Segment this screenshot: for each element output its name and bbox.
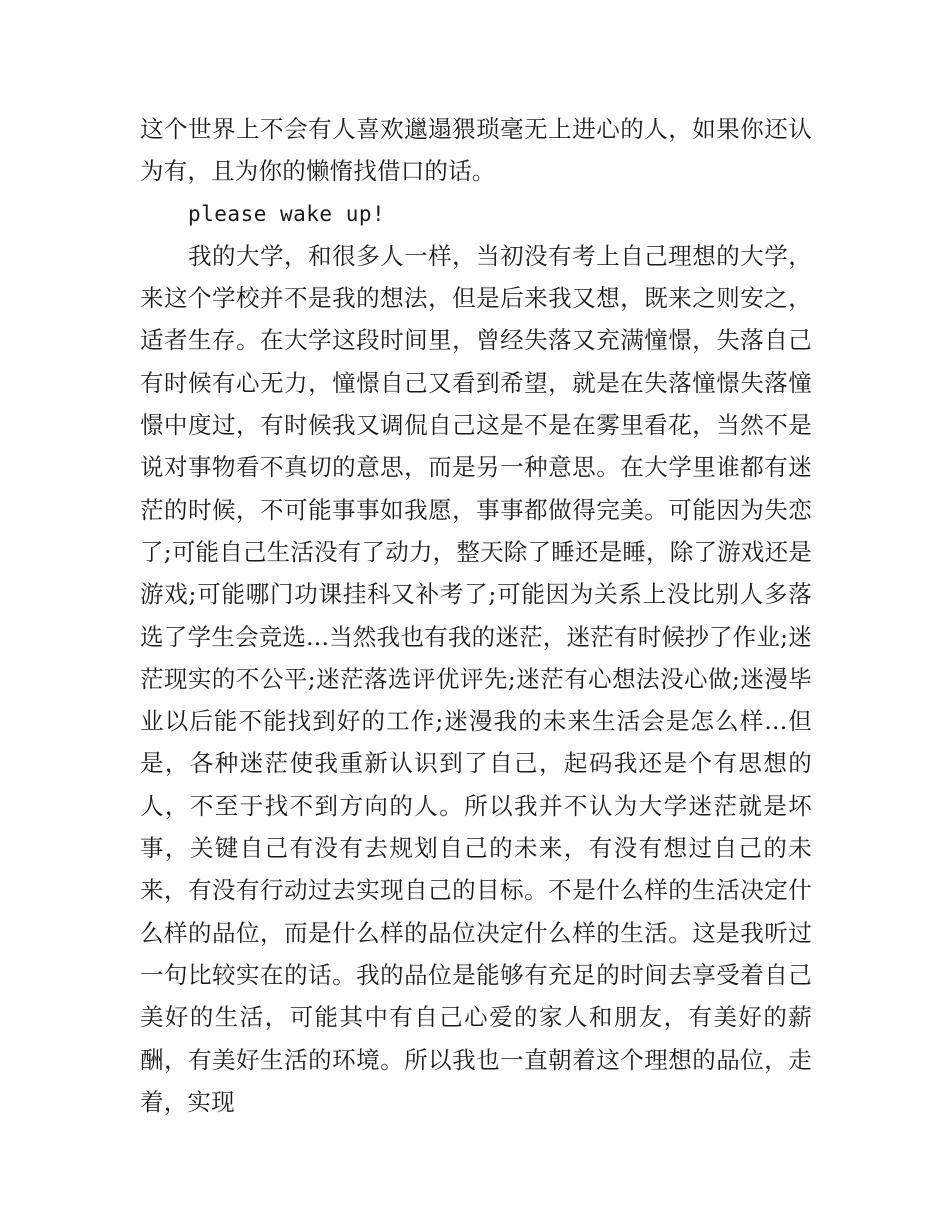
document-body — [140, 108, 812, 1123]
paragraph-1: 这个世界上不会有人喜欢邋遢猥琐毫无上进心的人，如果你还认为有，且为你的懒惰找借口的话。 — [140, 115, 812, 186]
paragraph-2-wake-up: please wake up! — [188, 201, 386, 226]
paragraph-3-my-university: 我的大学，和很多人一样，当初没有考上自己理想的大学，来这个学校并不是我的想法，但是后来我又想，既来之则安之，适者生存。在大学这段时间里，曾经失落又充满憧憬，失落自己有时候有心无力，憧憬自己又看到希望，就是在失落憧憬失落憧憬中度过，有时候我又调侃自己这是不是在雾里看花，当然不是说对事物看不真切的意思，而是另一种意思。在大学里谁都有迷茫的时候，不可能事事如我愿，事事都做得完美。可能因为失恋了;可能自己生活没有了动力，整天除了睡还是睡，除了游戏还是游戏;可能哪门功课挂科又补考了;可能因为关系上没比别人多落选了学生会竞选...当然我也有我的迷茫，迷茫有时候抄了作业;迷茫现实的不公平;迷茫落选评优评先;迷茫有心想法没心做;迷漫毕业以后能不能找到好的工作;迷漫我的未来生活会是怎么样...但是，各种迷茫使我重新认识到了自己，起码我还是个有思想的人，不至于找不到方向的人。所以我并不认为大学迷茫就是坏事，关键自己有没有去规划自己的未来，有没有想过自己的未来，有没有行动过去实现自己的目标。不是什么样的生活决定什么样的品位，而是什么样的品位决定什么样的生活。这是我听过一句比较实在的话。我的品位是能够有充足的时间去享受着自己美好的生活，可能其中有自己心爱的家人和朋友，有美好的薪酬，有美好生活的环境。所以我也一直朝着这个理想的品位，走着，实现 — [140, 241, 812, 1116]
